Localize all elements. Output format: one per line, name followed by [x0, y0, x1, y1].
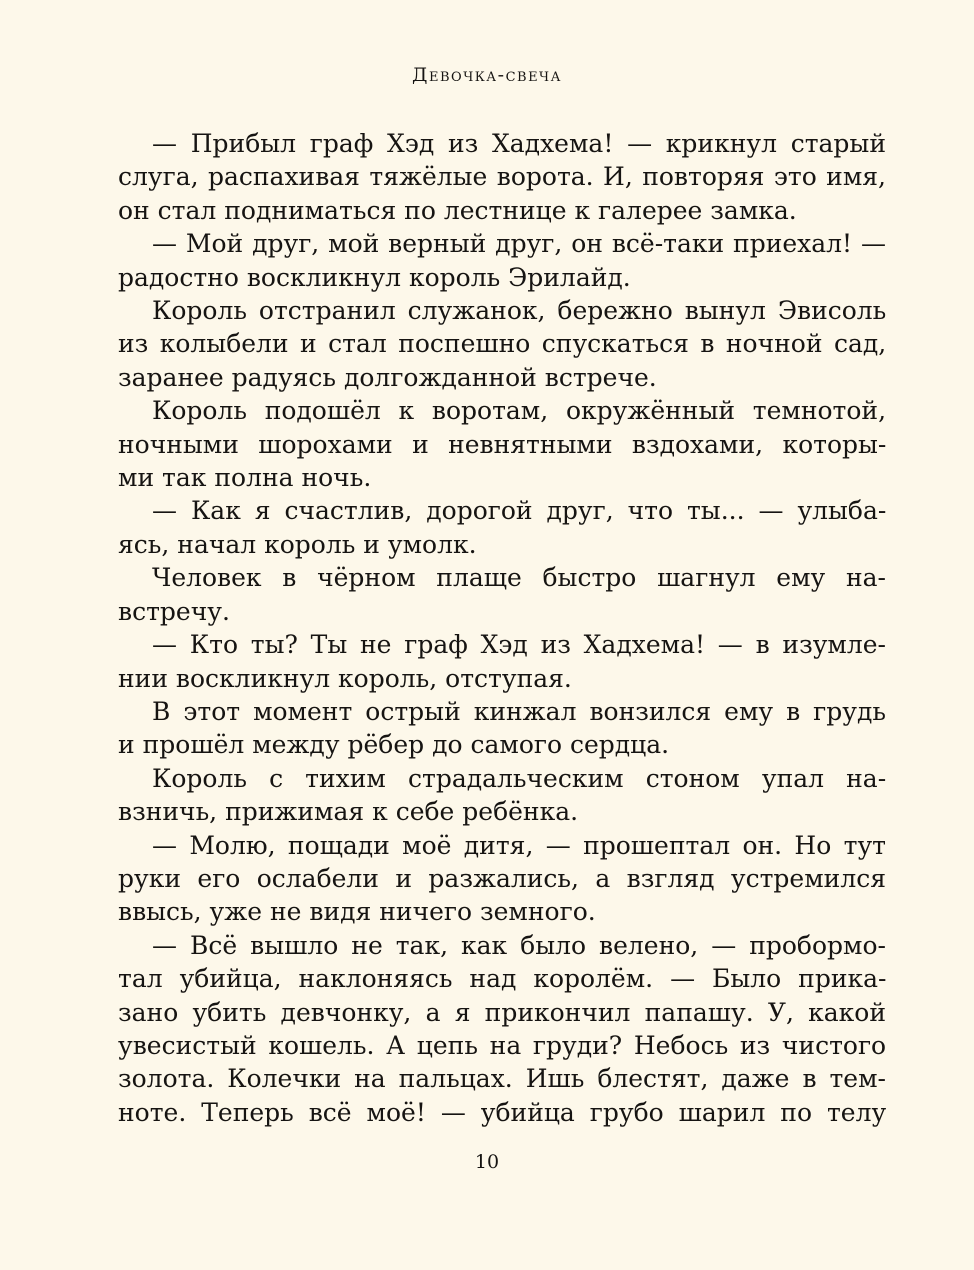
text-line: из колыбели и стал поспешно спускаться в ночной сад, [118, 329, 887, 359]
text-line: и прошёл между рёбер до самого сердца. [118, 730, 670, 760]
text-line: зано убить девчонку, а я прикончил папашу. У, какой [118, 997, 886, 1027]
text-line: Король отстранил служанок, бережно вынул Эвисоль [152, 296, 887, 326]
text-line: — Прибыл граф Хэд из Хадхема! — крикнул старый [152, 129, 886, 158]
paragraph [118, 127, 886, 227]
text-line: тал убийца, наклоняясь над королём. — Было прика- [118, 964, 887, 994]
text-line: — Как я счастлив, дорогой друг, что ты... — улыба- [152, 496, 887, 526]
text-line: ночными шорохами и невнятными вздохами, которы- [118, 429, 887, 459]
text-line: нии воскликнул король, отступая. [118, 663, 572, 693]
text-line: — Всё вышло не так, как было велено, — пробормо- [152, 930, 886, 960]
text-line: Король с тихим страдальческим стоном упал на- [152, 763, 887, 793]
text-line: Человек в чёрном плаще быстро шагнул ему на- [152, 563, 886, 593]
text-line: — Кто ты? Ты не граф Хэд из Хадхема! — в изумле- [152, 630, 886, 660]
text-line: золота. Колечки на пальцах. Ишь блестят, даже в тем- [118, 1064, 886, 1094]
text-line: ясь, начал король и умолк. [118, 529, 477, 559]
paragraph [118, 394, 886, 494]
paragraph [118, 227, 886, 294]
text-line: взничь, прижимая к себе ребёнка. [118, 797, 579, 827]
paragraph [118, 929, 886, 1129]
paragraph [118, 829, 886, 929]
text-line: В этот момент острый кинжал вонзился ему в грудь [152, 696, 886, 726]
paragraph [118, 762, 886, 829]
text-line: руки его ослабели и разжались, а взгляд устремился [118, 863, 886, 893]
paragraph [118, 628, 886, 695]
text-line: ми так полна ночь. [118, 463, 372, 493]
text-line: увесистый кошель. А цепь на груди? Небось из чистого [118, 1030, 887, 1060]
paragraph [118, 561, 886, 628]
text-line: он стал подниматься по лестнице к галерее замка. [118, 195, 797, 225]
page-number: 10 [474, 1151, 500, 1173]
text-line: — Мой друг, мой верный друг, он всё-таки приехал! — [152, 229, 886, 259]
paragraph [118, 294, 886, 394]
paragraph [118, 494, 886, 561]
text-line: слуга, распахивая тяжёлые ворота. И, повторяя это имя, [118, 162, 886, 192]
text-line: радостно воскликнул король Эрилайд. [118, 262, 631, 292]
body-text [118, 127, 886, 1129]
text-line: — Молю, пощади моё дитя, — прошептал он. Но тут [152, 830, 886, 860]
running-head: Девочка-свеча [412, 64, 562, 86]
text-line: ноте. Теперь всё моё! — убийца грубо шарил по телу [118, 1097, 887, 1127]
paragraph [118, 695, 886, 762]
text-line: Король подошёл к воротам, окружённый темнотой, [152, 396, 887, 426]
text-line: ввысь, уже не видя ничего земного. [118, 897, 596, 927]
text-line: заранее радуясь долгожданной встрече. [118, 362, 657, 392]
text-line: встречу. [118, 596, 230, 626]
